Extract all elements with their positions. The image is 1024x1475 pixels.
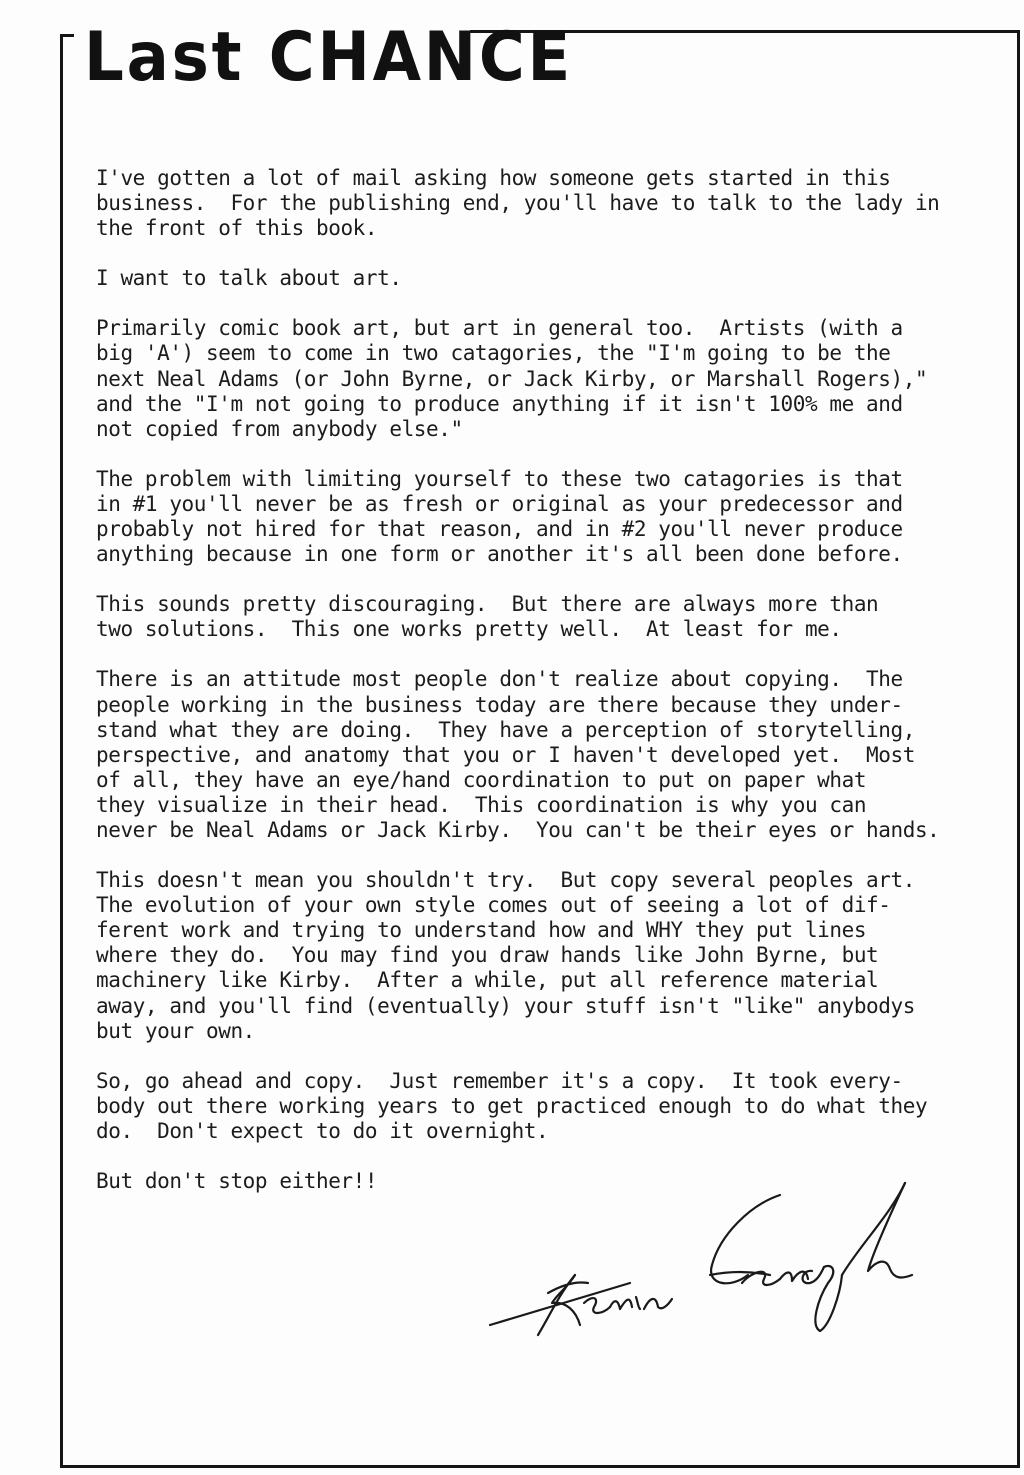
paragraph-intro: I've gotten a lot of mail asking how someone gets started in this business. For the publishing end, you'll have to talk to the lady in the front of this book. bbox=[96, 166, 940, 241]
paragraph-problem: The problem with limiting yourself to these two catagories is that in #1 you'll never be as fresh or original as your predecessor and probably not hired for that reason, and in #2 you'll never produce anything because in one form or another it's all been done before. bbox=[96, 466, 903, 567]
handwritten-signature bbox=[480, 1175, 950, 1355]
frame-right-rule bbox=[1017, 30, 1020, 1468]
paragraph-discouraging: This sounds pretty discouraging. But there are always more than two solutions. This one works pretty well. At least for me. bbox=[96, 592, 879, 642]
paragraph-closing: But don't stop either!! bbox=[96, 1169, 378, 1193]
letter-body bbox=[96, 166, 996, 1219]
page-title: Last CHANCE bbox=[84, 18, 574, 97]
paragraph-go-ahead: So, go ahead and copy. Just remember it's a copy. It took every- body out there working years to get practiced enough to do what they do. Don't expect to do it overnight. bbox=[96, 1068, 928, 1143]
paragraph-attitude: There is an attitude most people don't realize about copying. The people working in the business today are there because they under- stand what they are doing. They have a perception of storytelling, perspective, and anatomy that you or I haven't developed yet. Most of all, they have an eye/hand coordination to put on paper what they visualize in their head. This coordination is why you can never be Neal Adams or Jack Kirby. You can't be their eyes or hands. bbox=[96, 667, 940, 842]
paragraph-categories: Primarily comic book art, but art in general too. Artists (with a big 'A') seem to come in two catagories, the "I'm going to be the next Neal Adams (or John Byrne, or Jack Kirby, or Marshall Rogers)," and the "I'm not going to produce anything if it isn't 100% me and not copied from anybody else." bbox=[96, 316, 928, 441]
paragraph-art: I want to talk about art. bbox=[96, 266, 402, 291]
frame-left-rule bbox=[60, 36, 63, 1468]
paragraph-copy-advice: This doesn't mean you shouldn't try. But copy several peoples art. The evolution of your own style comes out of seeing a lot of dif- ferent work and trying to understand how and WHY they put lines where they do. You may find you draw hands like John Byrne, but machinery like Kirby. After a while, put all reference material away, and you'll find (eventually) your stuff isn't "like" anybodys but your own. bbox=[96, 868, 915, 1043]
frame-bottom-rule bbox=[60, 1465, 1020, 1468]
title-corner-tick bbox=[60, 34, 74, 37]
